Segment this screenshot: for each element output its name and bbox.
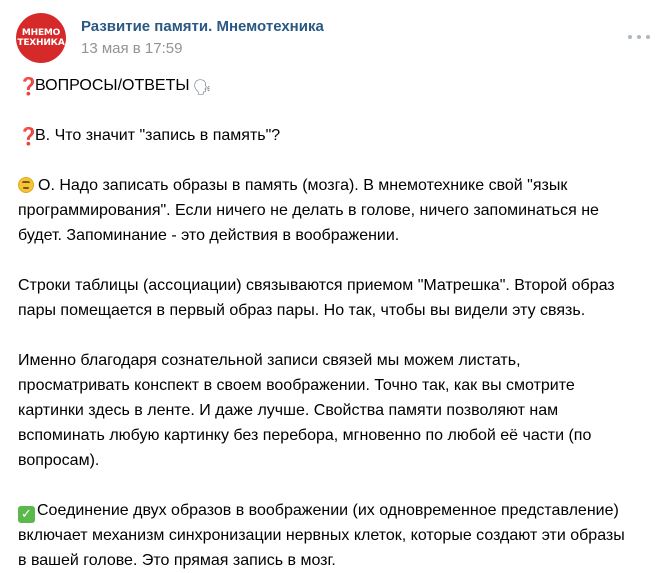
post-text (18, 73, 654, 573)
face-emoji-icon (18, 177, 34, 193)
para4-line-1: Соединение двух образов в воображении (их одновременное представление) (37, 502, 619, 519)
red-question-mark-icon: ❓ (18, 127, 40, 147)
para4-line-2: включает механизм синхронизации нервных клеток, которые создают эти образы (18, 527, 625, 544)
red-question-mark-icon: ❓ (18, 77, 40, 97)
answer-line-2: программирования". Если ничего не делать в голове, ничего запоминаться не (18, 202, 599, 219)
para3-line-1: Именно благодаря сознательной записи связей мы можем листать, (18, 352, 521, 369)
author-name[interactable]: Развитие памяти. Мнемотехника (81, 18, 324, 35)
paragraph-4 (18, 498, 654, 573)
paragraph-2 (18, 273, 654, 323)
para2-line-1: Строки таблицы (ассоциации) связываются приемом "Матрешка". Второй образ (18, 277, 615, 294)
heading-text: ВОПРОСЫ/ОТВЕТЫ (35, 77, 190, 94)
more-horizontal-icon[interactable] (628, 32, 650, 42)
avatar-text-line-2: ТЕХНИКА (17, 38, 65, 48)
group-avatar[interactable] (16, 13, 66, 63)
speaking-head-icon: 🗣 (192, 78, 212, 96)
para3-line-5: вопросам). (18, 452, 100, 469)
post-date[interactable]: 13 мая в 17:59 (81, 40, 183, 57)
check-mark-button-icon: ✓ (18, 506, 35, 523)
answer-line-1: О. Надо записать образы в память (мозга). В мнемотехнике свой "язык (38, 177, 568, 194)
para4-line-3: в вашей голове. Это прямая запись в мозг. (18, 552, 336, 569)
question-text: В. Что значит "запись в память"? (35, 127, 281, 144)
para2-line-2: пары помещается в первый образ пары. Но так, чтобы вы видели эту связь. (18, 302, 586, 319)
paragraph-3 (18, 348, 654, 473)
answer-line-3: будет. Запоминание - это действия в воображении. (18, 227, 400, 244)
question-line (18, 123, 654, 148)
answer-paragraph (18, 173, 654, 248)
heading-line (18, 73, 654, 98)
avatar-text-line-1: МНЕМО (21, 28, 61, 38)
para3-line-3: картинки здесь в ленте. И даже лучше. Свойства памяти позволяют нам (18, 402, 559, 419)
para3-line-2: просматривать конспект в своем воображении. Точно так, как вы смотрите (18, 377, 575, 394)
para3-line-4: вспоминать любую картинку без перебора, мгновенно по любой её части (по (18, 427, 592, 444)
